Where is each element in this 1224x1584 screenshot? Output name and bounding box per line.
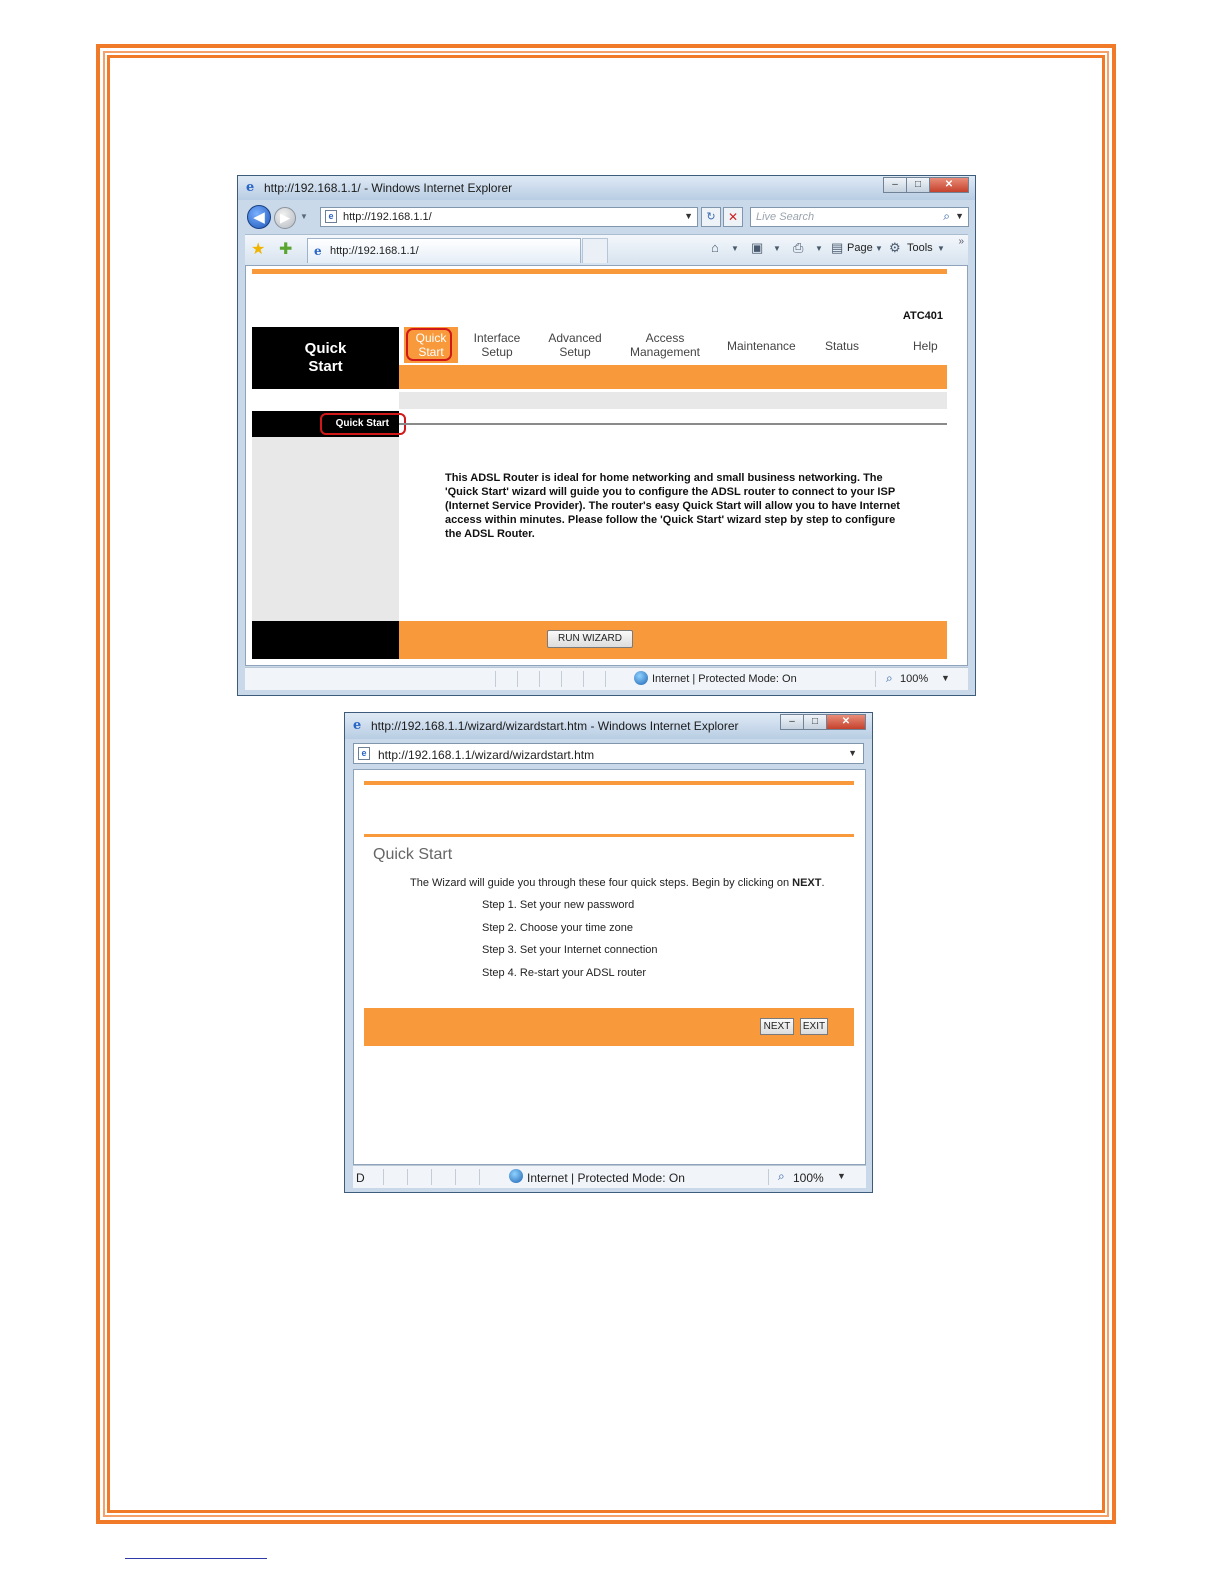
exit-button[interactable]: EXIT bbox=[800, 1018, 828, 1035]
minimize-button[interactable]: – bbox=[780, 714, 804, 730]
refresh-button[interactable]: ↻ bbox=[701, 207, 721, 227]
window-controls bbox=[884, 177, 969, 195]
status-separator bbox=[583, 671, 584, 687]
ie-logo-icon: e bbox=[246, 180, 255, 195]
feeds-dropdown-icon[interactable]: ▼ bbox=[773, 244, 781, 253]
menu-access-management[interactable] bbox=[623, 331, 707, 359]
page-content bbox=[245, 265, 968, 666]
status-separator bbox=[768, 1169, 769, 1185]
zoom-icon[interactable]: ⌕ bbox=[778, 1169, 785, 1183]
page-menu[interactable]: Page bbox=[847, 242, 873, 254]
close-button[interactable]: ✕ bbox=[929, 177, 969, 193]
window-title: http://192.168.1.1/ - Windows Internet Explorer bbox=[264, 181, 513, 195]
wizard-step: Step 3. Set your Internet connection bbox=[482, 944, 658, 956]
print-dropdown-icon[interactable]: ▼ bbox=[815, 244, 823, 253]
menu-label: Interface Setup bbox=[473, 331, 521, 359]
globe-icon bbox=[509, 1169, 523, 1183]
tools-menu[interactable]: Tools bbox=[907, 242, 933, 254]
search-dropdown-icon[interactable]: ▼ bbox=[955, 211, 964, 221]
menu-interface-setup[interactable] bbox=[469, 331, 525, 359]
favorites-star-icon[interactable]: ★ bbox=[251, 241, 266, 258]
home-dropdown-icon[interactable]: ▼ bbox=[731, 244, 739, 253]
browser-tab[interactable] bbox=[307, 238, 581, 263]
address-bar[interactable] bbox=[353, 743, 864, 764]
wizard-step: Step 4. Re-start your ADSL router bbox=[482, 967, 647, 979]
address-dropdown-icon[interactable]: ▼ bbox=[848, 748, 857, 758]
title-bar[interactable] bbox=[345, 713, 872, 739]
divider bbox=[399, 423, 947, 425]
wizard-step: Step 1. Set your new password bbox=[482, 899, 635, 911]
status-bar bbox=[353, 1165, 866, 1188]
menu-label: Maintenance bbox=[727, 339, 796, 353]
add-favorites-icon[interactable]: ✚ bbox=[279, 241, 293, 258]
menu-maintenance[interactable] bbox=[727, 339, 796, 353]
new-tab-button[interactable] bbox=[582, 238, 608, 263]
browser-window-wizard bbox=[344, 712, 873, 1193]
security-zone[interactable]: Internet | Protected Mode: On bbox=[527, 1171, 685, 1185]
status-separator bbox=[455, 1169, 456, 1185]
menu-label: Access Management bbox=[629, 331, 701, 359]
description-text: This ADSL Router is ideal for home networking and small business networking. The 'Quick Start' wizard will guide you to configure the ADSL router to connect to your ISP (Internet Service Provider). The router's easy Quick Start will allow you to have Internet access within minutes. Please follow the 'Quick Start' wizard step by step to configure the ADSL Router. bbox=[445, 472, 900, 540]
status-separator bbox=[479, 1169, 480, 1185]
close-button[interactable]: ✕ bbox=[826, 714, 866, 730]
menu-status[interactable] bbox=[825, 339, 859, 353]
recent-pages-dropdown-icon[interactable]: ▼ bbox=[300, 212, 308, 221]
search-placeholder: Live Search bbox=[756, 211, 815, 223]
status-separator bbox=[407, 1169, 408, 1185]
menu-label: Help bbox=[913, 339, 938, 353]
menu-advanced-setup[interactable] bbox=[543, 331, 607, 359]
wizard-step: Step 2. Choose your time zone bbox=[482, 922, 634, 934]
footer-bar bbox=[399, 621, 947, 659]
stop-button[interactable]: ✕ bbox=[723, 207, 743, 227]
page-icon: e bbox=[325, 210, 337, 223]
chevron-more-icon[interactable]: » bbox=[958, 236, 964, 247]
window-controls bbox=[781, 714, 866, 732]
maximize-button[interactable]: □ bbox=[803, 714, 827, 730]
router-model: ATC401 bbox=[902, 310, 943, 322]
feeds-icon[interactable]: ▣ bbox=[751, 240, 764, 255]
menu-underbar bbox=[399, 365, 947, 389]
highlight-ring bbox=[406, 328, 452, 361]
navigation-bar bbox=[238, 201, 975, 233]
wizard-button-bar bbox=[364, 1008, 854, 1046]
side-menu-quick-start[interactable]: Quick Start bbox=[335, 418, 389, 429]
page-icon: e bbox=[358, 747, 370, 760]
status-separator bbox=[517, 671, 518, 687]
status-separator bbox=[431, 1169, 432, 1185]
next-button[interactable]: NEXT bbox=[760, 1018, 794, 1035]
wizard-title: Quick Start bbox=[373, 846, 453, 863]
run-wizard-button[interactable]: RUN WIZARD bbox=[547, 630, 633, 648]
highlight-ring bbox=[320, 413, 406, 435]
address-url: http://192.168.1.1/ bbox=[343, 211, 432, 223]
command-bar bbox=[245, 234, 968, 265]
ie-logo-icon: e bbox=[353, 718, 362, 733]
footer-left bbox=[252, 621, 399, 659]
status-separator bbox=[495, 671, 496, 687]
status-separator bbox=[605, 671, 606, 687]
footer-rule bbox=[125, 1558, 267, 1559]
header-accent-bar bbox=[252, 269, 947, 274]
zoom-dropdown-icon[interactable]: ▼ bbox=[837, 1171, 846, 1181]
menu-label: Advanced Setup bbox=[548, 331, 602, 359]
status-separator bbox=[561, 671, 562, 687]
page-dropdown-icon[interactable]: ▼ bbox=[875, 244, 883, 253]
tab-ie-icon: e bbox=[314, 244, 322, 258]
minimize-button[interactable]: – bbox=[883, 177, 907, 193]
section-title bbox=[252, 327, 399, 389]
tools-dropdown-icon[interactable]: ▼ bbox=[937, 244, 945, 253]
zoom-icon[interactable]: ⌕ bbox=[886, 671, 893, 685]
wizard-intro bbox=[410, 877, 825, 889]
browser-window-main bbox=[237, 175, 976, 696]
back-button[interactable]: ◀ bbox=[247, 205, 271, 229]
address-url: http://192.168.1.1/wizard/wizardstart.htm bbox=[378, 748, 595, 762]
menu-label: Status bbox=[825, 339, 860, 353]
title-divider bbox=[364, 834, 854, 837]
status-bar bbox=[245, 667, 968, 690]
print-icon[interactable]: ⎙ bbox=[793, 240, 804, 255]
home-icon[interactable]: ⌂ bbox=[711, 240, 719, 255]
search-input[interactable] bbox=[750, 207, 969, 227]
side-panel bbox=[252, 437, 399, 621]
status-separator bbox=[383, 1169, 384, 1185]
title-bar[interactable] bbox=[238, 176, 975, 200]
section-title-text: Quick Start bbox=[304, 340, 347, 375]
zoom-level[interactable]: 100% bbox=[900, 673, 929, 685]
wizard-intro-end: . bbox=[821, 877, 825, 889]
globe-icon bbox=[634, 671, 648, 685]
status-text: D bbox=[356, 1171, 365, 1185]
header-accent-bar bbox=[364, 781, 854, 785]
search-icon[interactable]: ⌕ bbox=[943, 209, 950, 223]
wizard-content bbox=[353, 769, 866, 1165]
status-separator bbox=[539, 671, 540, 687]
submenu-bar bbox=[399, 392, 947, 409]
window-title: http://192.168.1.1/wizard/wizardstart.htm - Windows Internet Explorer bbox=[371, 719, 739, 733]
zoom-level[interactable]: 100% bbox=[793, 1171, 824, 1185]
tab-title: http://192.168.1.1/ bbox=[330, 245, 419, 257]
forward-button[interactable]: ▶ bbox=[274, 207, 296, 229]
wizard-intro-text: The Wizard will guide you through these four quick steps. Begin by clicking on bbox=[410, 877, 790, 889]
address-bar[interactable] bbox=[320, 207, 698, 227]
status-separator bbox=[875, 671, 876, 687]
security-zone[interactable]: Internet | Protected Mode: On bbox=[652, 673, 797, 685]
address-dropdown-icon[interactable]: ▼ bbox=[684, 211, 693, 221]
tools-gear-icon[interactable]: ⚙ bbox=[889, 240, 901, 255]
menu-quick-start[interactable] bbox=[404, 327, 458, 363]
maximize-button[interactable]: □ bbox=[906, 177, 930, 193]
menu-label: Quick Start bbox=[415, 331, 447, 359]
side-menu bbox=[252, 411, 399, 437]
menu-help[interactable] bbox=[913, 339, 938, 353]
wizard-intro-next: NEXT bbox=[792, 877, 822, 889]
page-menu-icon[interactable]: ▤ bbox=[831, 240, 844, 255]
zoom-dropdown-icon[interactable]: ▼ bbox=[941, 673, 950, 683]
address-row bbox=[345, 740, 872, 767]
